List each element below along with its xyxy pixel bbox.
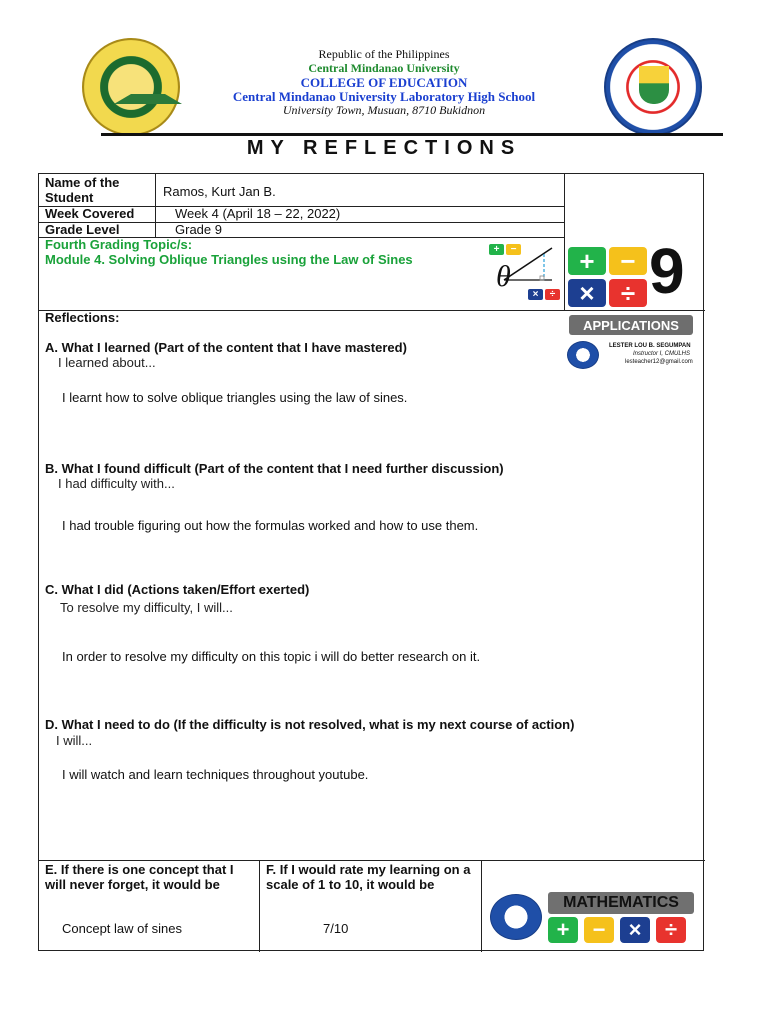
grade-label: Grade Level — [45, 222, 120, 237]
section-a-answer: I learnt how to solve oblique triangles using the law of sines. — [62, 390, 408, 405]
header-school: Central Mindanao University Laboratory High School — [232, 89, 536, 104]
grade-value: Grade 9 — [175, 222, 222, 237]
times-icon: × — [528, 289, 543, 300]
section-a-prompt: I learned about... — [58, 355, 156, 370]
divide-icon: ÷ — [545, 289, 560, 300]
topic-label: Fourth Grading Topic/s: — [45, 237, 193, 252]
week-label: Week Covered — [45, 206, 135, 221]
theta-symbol: θ — [496, 260, 511, 293]
section-c-heading: C. What I did (Actions taken/Effort exerted) — [45, 582, 310, 597]
header-divider — [101, 133, 723, 136]
header-college: COLLEGE OF EDUCATION — [300, 75, 468, 90]
page-title: MY REFLECTIONS — [246, 137, 522, 159]
instructor-name: LESTER LOU B. SEGUMPAN — [609, 343, 691, 349]
section-c-answer: In order to resolve my difficulty on this topic i will do better research on it. — [62, 649, 481, 664]
section-f-answer: 7/10 — [323, 921, 349, 936]
grade9-logo — [565, 235, 705, 375]
section-b-prompt: I had difficulty with... — [58, 476, 175, 491]
topic-value: Module 4. Solving Oblique Triangles using the Law of Sines — [45, 252, 413, 267]
grade-number: 9 — [649, 235, 685, 307]
times-icon: × — [568, 279, 606, 307]
minus-icon: − — [609, 247, 647, 275]
name-value: Ramos, Kurt Jan B. — [163, 184, 276, 199]
plus-icon: + — [568, 247, 606, 275]
header-address: University Town, Musuan, 8710 Bukidnon — [282, 103, 486, 117]
header-university: Central Mindanao University — [308, 61, 460, 75]
section-a-heading: A. What I learned (Part of the content that I have mastered) — [45, 340, 407, 355]
section-e-answer: Concept law of sines — [62, 921, 182, 936]
reflections-heading: Reflections: — [45, 310, 120, 325]
section-d-prompt: I will... — [56, 733, 93, 748]
week-value: Week 4 (April 18 – 22, 2022) — [175, 206, 341, 221]
lab-school-seal-icon — [567, 341, 599, 369]
mathematics-badge: MATHEMATICS — [548, 892, 694, 914]
applications-badge: APPLICATIONS — [569, 315, 693, 335]
plus-icon: + — [489, 244, 504, 255]
section-d-answer: I will watch and learn techniques throughout youtube. — [62, 767, 369, 782]
theta-graphic — [486, 242, 558, 304]
minus-icon: − — [584, 917, 614, 943]
divide-icon: ÷ — [656, 917, 686, 943]
instructor-email: lesteacher12@gmail.com — [625, 359, 693, 365]
mathematics-logo — [488, 890, 698, 946]
divide-icon: ÷ — [609, 279, 647, 307]
divider — [481, 860, 482, 952]
divider — [259, 860, 260, 952]
section-b-answer: I had trouble figuring out how the formulas worked and how to use them. — [62, 518, 479, 533]
name-label: Name of the Student — [45, 175, 120, 205]
plus-icon: + — [548, 917, 578, 943]
lab-school-seal-icon — [490, 894, 542, 940]
divider — [155, 174, 156, 237]
times-icon: × — [620, 917, 650, 943]
header-republic: Republic of the Philippines — [318, 47, 450, 61]
section-e-heading: E. If there is one concept that I will never forget, it would be — [45, 862, 234, 892]
divider — [39, 860, 705, 861]
minus-icon: − — [506, 244, 521, 255]
section-c-prompt: To resolve my difficulty, I will... — [60, 600, 233, 615]
instructor-title: Instructor I, CMULHS — [633, 351, 691, 357]
section-b-heading: B. What I found difficult (Part of the content that I need further discussion) — [45, 461, 504, 476]
section-d-heading: D. What I need to do (If the difficulty is not resolved, what is my next course of action) — [45, 717, 575, 732]
section-f-heading: F. If I would rate my learning on a scale of 1 to 10, it would be — [266, 862, 471, 892]
